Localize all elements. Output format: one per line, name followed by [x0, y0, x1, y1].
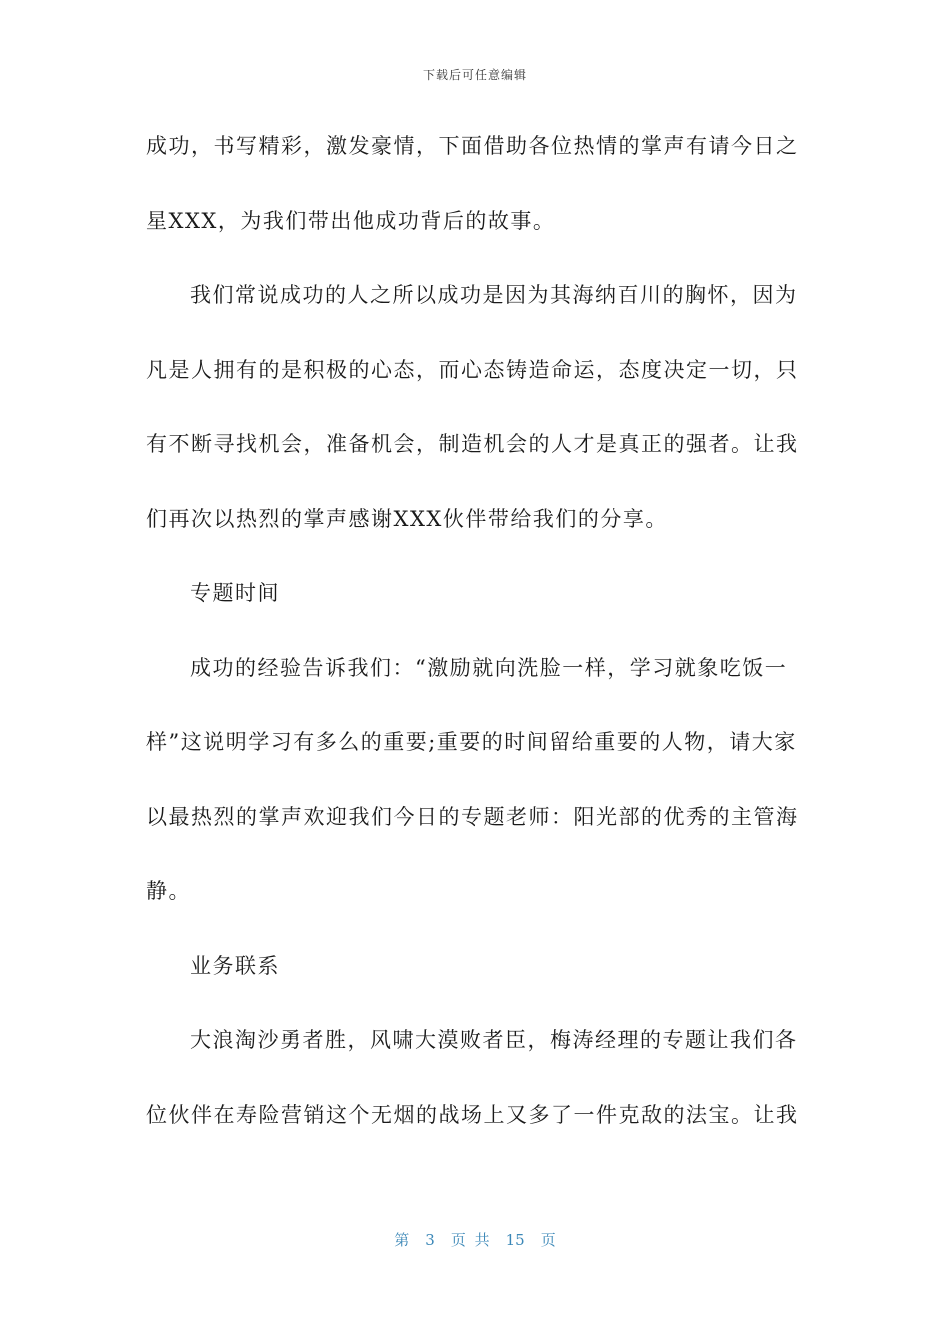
body-line: 成功，书写精彩，激发豪情，下面借助各位热情的掌声有请今日之	[146, 134, 799, 158]
paragraph-start-line: 大浪淘沙勇者胜，风啸大漠败者臣，梅涛经理的专题让我们各	[190, 1028, 798, 1052]
paragraph-start-line: 成功的经验告诉我们：“激励就向洗脸一样，学习就象吃饭一	[190, 655, 788, 680]
body-line: 星XXX，为我们带出他成功背后的故事。	[146, 208, 556, 233]
footer-suffix: 页	[540, 1231, 556, 1249]
body-line: 样”这说明学习有多么的重要;重要的时间留给重要的人物，请大家	[146, 730, 797, 754]
body-line: 们再次以热烈的掌声感谢XXX伙伴带给我们的分享。	[146, 506, 668, 531]
body-line: 静。	[146, 879, 191, 903]
paragraph-start-line: 我们常说成功的人之所以成功是因为其海纳百川的胸怀，因为	[190, 283, 798, 307]
footer-prefix: 第	[394, 1231, 410, 1249]
total-pages-number: 15	[505, 1231, 525, 1249]
body-line: 以最热烈的掌声欢迎我们今日的专题老师：阳光部的优秀的主管海	[146, 804, 799, 829]
footer-middle: 页 共	[450, 1231, 490, 1249]
page-footer	[0, 1229, 950, 1250]
body-line: 凡是人拥有的是积极的心态，而心态铸造命运，态度决定一切，只	[146, 357, 799, 382]
section-heading: 专题时间	[190, 581, 280, 605]
current-page-number: 3	[425, 1231, 435, 1249]
page-header: 下载后可任意编辑	[422, 68, 527, 82]
section-heading: 业务联系	[190, 953, 280, 978]
document-body	[146, 127, 806, 1170]
body-line: 有不断寻找机会，准备机会，制造机会的人才是真正的强者。让我	[146, 432, 799, 456]
body-line: 位伙伴在寿险营销这个无烟的战场上又多了一件克敌的法宝。让我	[146, 1102, 799, 1127]
